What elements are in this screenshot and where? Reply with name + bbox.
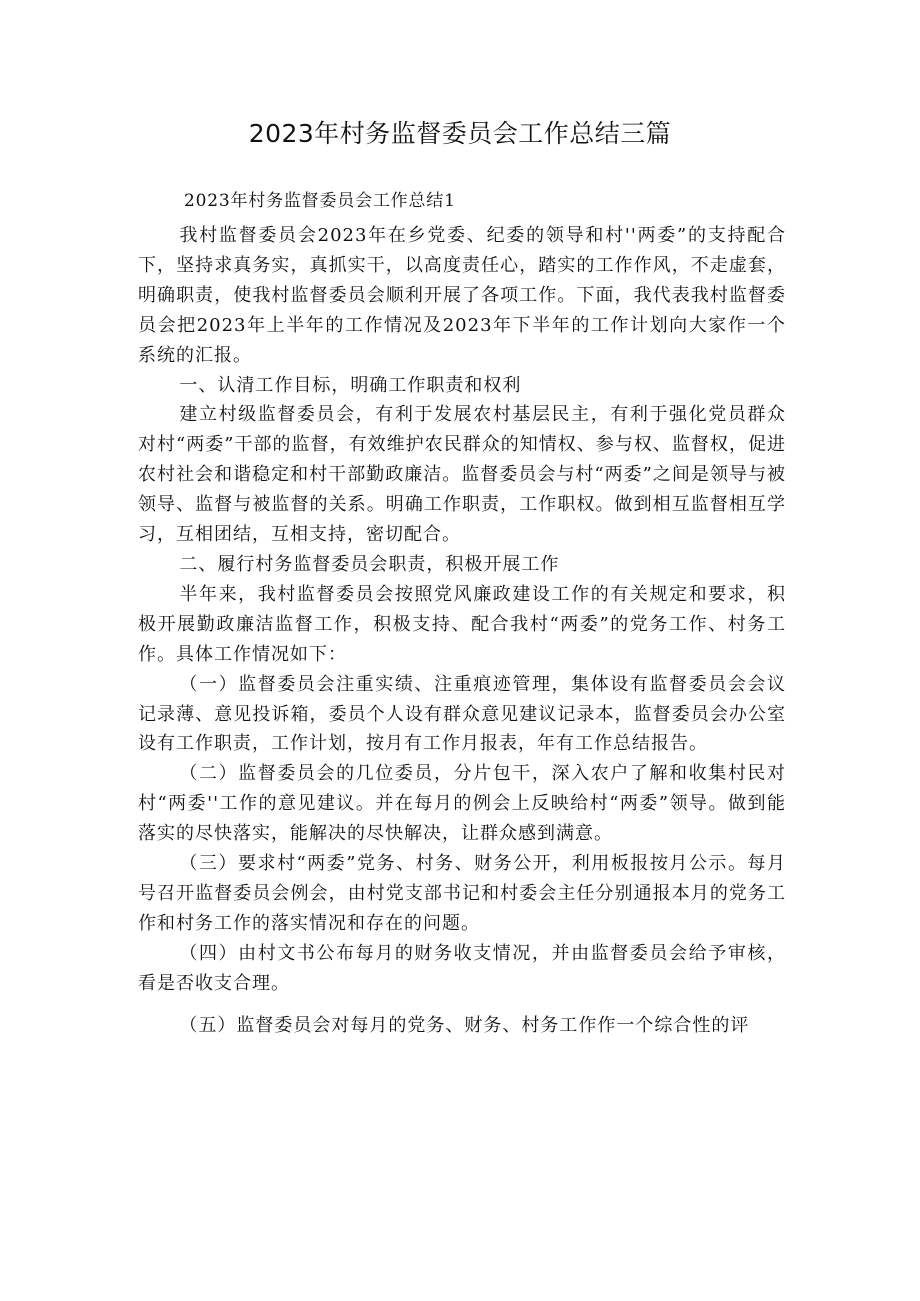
paragraph-item-5: （五）监督委员会对每月的党务、财务、村务工作作一个综合性的评 [179,1014,750,1036]
paragraph-item-3: （三）要求村“两委”党务、村务、财务公开，利用板报按月公示。每月号召开监督委员会例会，由村党支部书记和村委会主任分别通报本月的党务工作和村务工作的落实情况和存在的问题。 [138,853,786,934]
heading-section-2: 二、履行村务监督委员会职责，积极开展工作 [179,553,560,575]
paragraph-intro: 我村监督委员会2023年在乡党委、纪委的领导和村''两委”的支持配合下，坚持求真务实，真抓实干，以高度责任心，踏实的工作作风，不走虚套，明确职责，使我村监督委员会顺利开展了各项工作。下面，我代表我村监督委员会把2023年上半年的工作情况及2023年下半年的工作计划向大家作一个系统的汇报。 [138,225,786,366]
paragraph-section-2: 半年来，我村监督委员会按照党风廉政建设工作的有关规定和要求，积极开展勤政廉洁监督工作，积极支持、配合我村“两委”的党务工作、村务工作。具体工作情况如下： [138,583,786,665]
section-subtitle: 2023年村务监督委员会工作总结1 [184,191,456,211]
paragraph-section-1: 建立村级监督委员会，有利于发展农村基层民主，有利于强化党员群众对村“两委”干部的监督，有效维护农民群众的知情权、参与权、监督权，促进农村社会和谐稳定和村干部勤政廉洁。监督委员会与村“两委”之间是领导与被领导、监督与被监督的关系。明确工作职责，工作职权。做到相互监督相互学习，互相团结，互相支持，密切配合。 [138,404,786,546]
document-body [138,221,786,1040]
document-title: 2023年村务监督委员会工作总结三篇 [248,119,672,148]
heading-section-1: 一、认清工作目标，明确工作职责和权利 [179,374,522,396]
paragraph-item-2: （二）监督委员会的几位委员，分片包干，深入农户了解和收集村民对村“两委''工作的意见建议。并在每月的例会上反映给村“两委”领导。做到能落实的尽快落实，能解决的尽快解决，让群众感到满意。 [138,763,786,845]
paragraph-item-1: （一）监督委员会注重实绩、注重痕迹管理，集体设有监督委员会会议记录薄、意见投诉箱，委员个人设有群众意见建议记录本，监督委员会办公室设有工作职责，工作计划，按月有工作月报表，年有工作总结报告。 [138,673,786,755]
paragraph-item-4: （四）由村文书公布每月的财务收支情况，并由监督委员会给予审核，看是否收支合理。 [138,942,786,994]
